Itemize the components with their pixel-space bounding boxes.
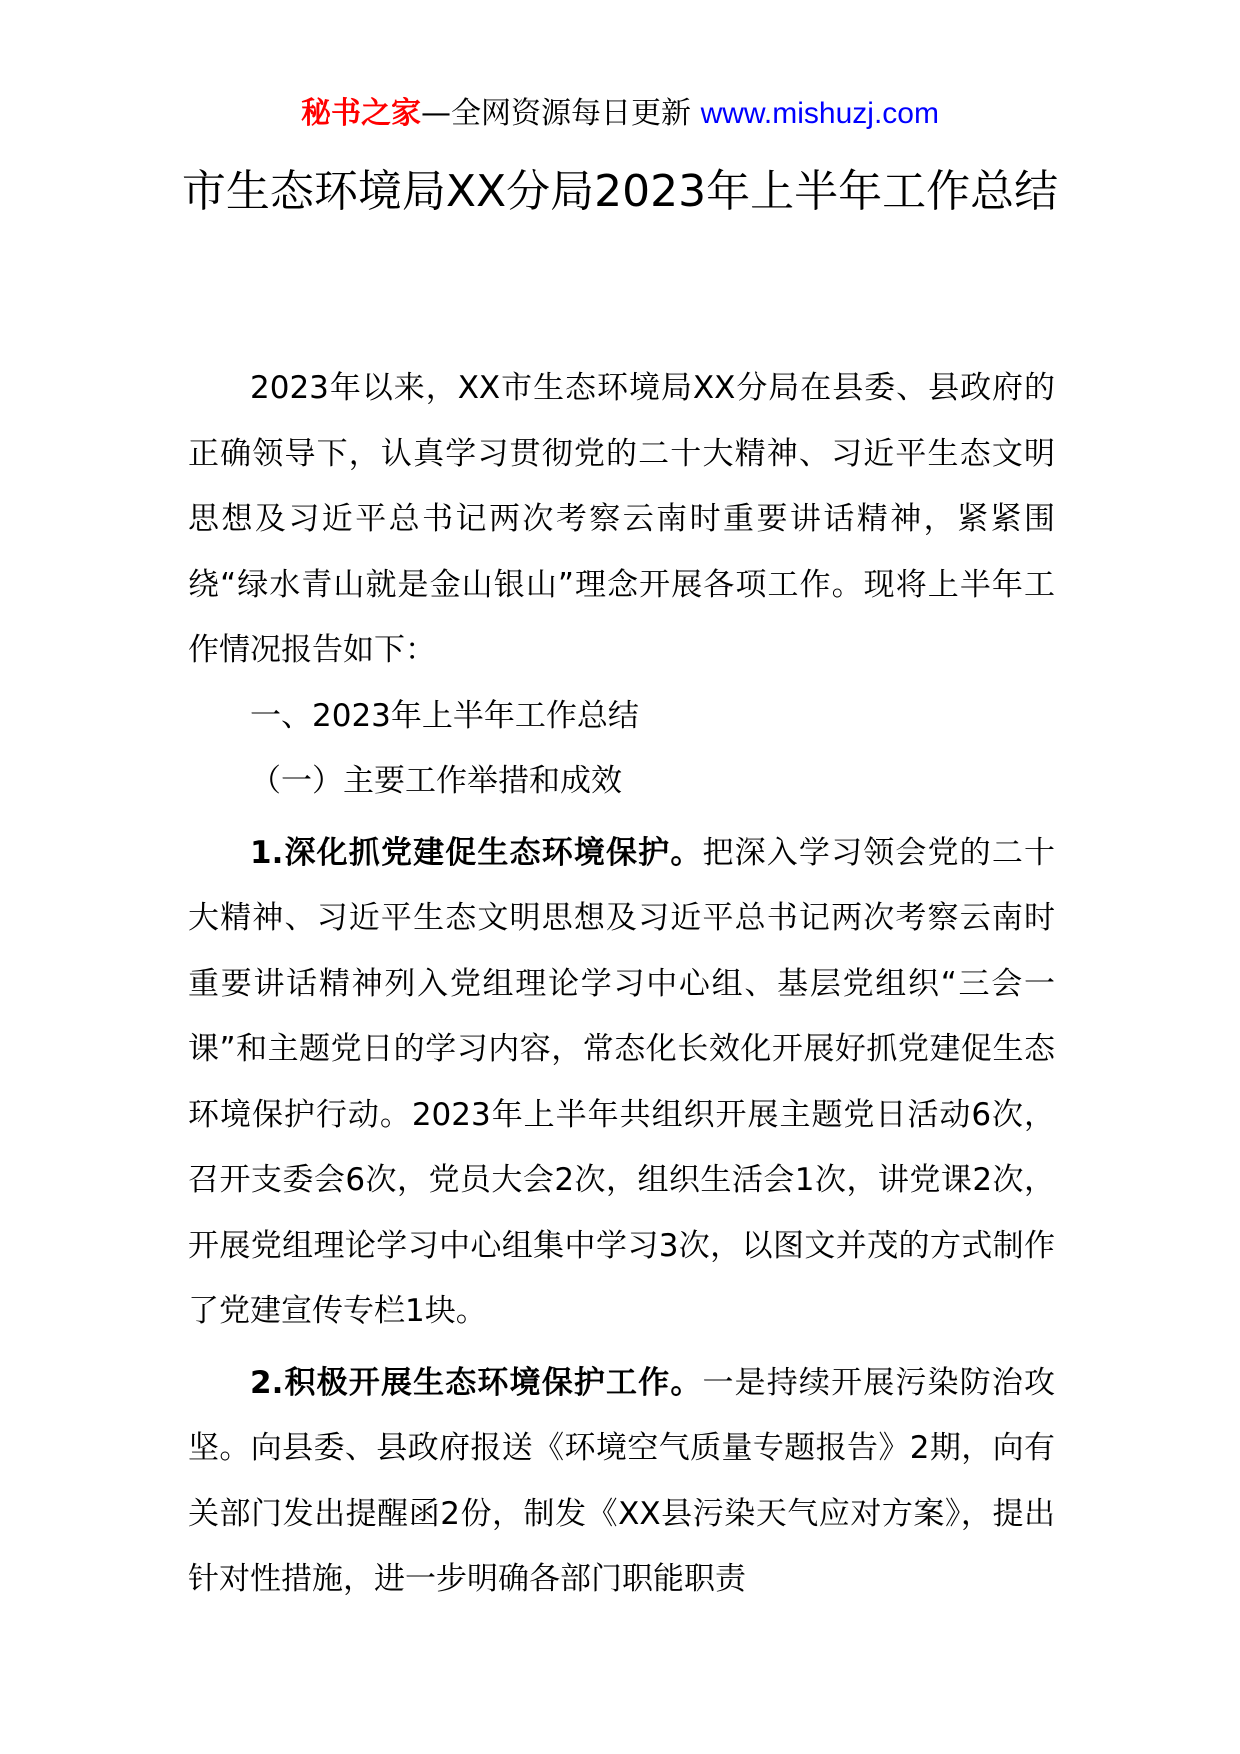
item-2-body: 一是持续开展污染防治攻坚。向县委、县政府报送《环境空气质量专题报告》2期，向有关部门发出提醒函2份，制发《XX县污染天气应对方案》，提出针对性措施，进一步明确各部门职能职责 [188, 1364, 1055, 1597]
section-heading-2: （一）主要工作举措和成效 [250, 763, 622, 799]
item-1-paragraph [188, 821, 1055, 1345]
site-url-link[interactable]: www.mishuzj.com [700, 97, 939, 130]
document-title: 市生态环境局XX分局2023年上半年工作总结 [181, 166, 1059, 217]
site-tagline: —全网资源每日更新 [421, 96, 692, 131]
item-1-lead: 1.深化抓党建促生态环境保护。 [250, 834, 703, 871]
intro-paragraph: 2023年以来，XX市生态环境局XX分局在县委、县政府的正确领导下，认真学习贯彻党的二十大精神、习近平生态文明思想及习近平总书记两次考察云南时重要讲话精神，紧紧围绕“绿水青山就是金山银山”理念开展各项工作。现将上半年工作情况报告如下： [188, 370, 1055, 668]
site-brand: 秘书之家 [301, 96, 422, 131]
item-2-lead: 2.积极开展生态环境保护工作。 [250, 1364, 703, 1401]
site-banner [0, 94, 1240, 134]
section-heading-1: 一、2023年上半年工作总结 [250, 697, 639, 734]
item-2-paragraph [188, 1351, 1055, 1613]
item-1-body: 把深入学习领会党的二十大精神、习近平生态文明思想及习近平总书记两次考察云南时重要讲话精神列入党组理论学习中心组、基层党组织“三会一课”和主题党日的学习内容，常态化长效化开展好抓党建促生态环境保护行动。2023年上半年共组织开展主题党日活动6次，召开支委会6次，党员大会2次，组织生活会1次，讲党课2次，开展党组理论学习中心组集中学习3次，以图文并茂的方式制作了党建宣传专栏1块。 [188, 834, 1055, 1329]
document-body [188, 356, 1055, 1613]
